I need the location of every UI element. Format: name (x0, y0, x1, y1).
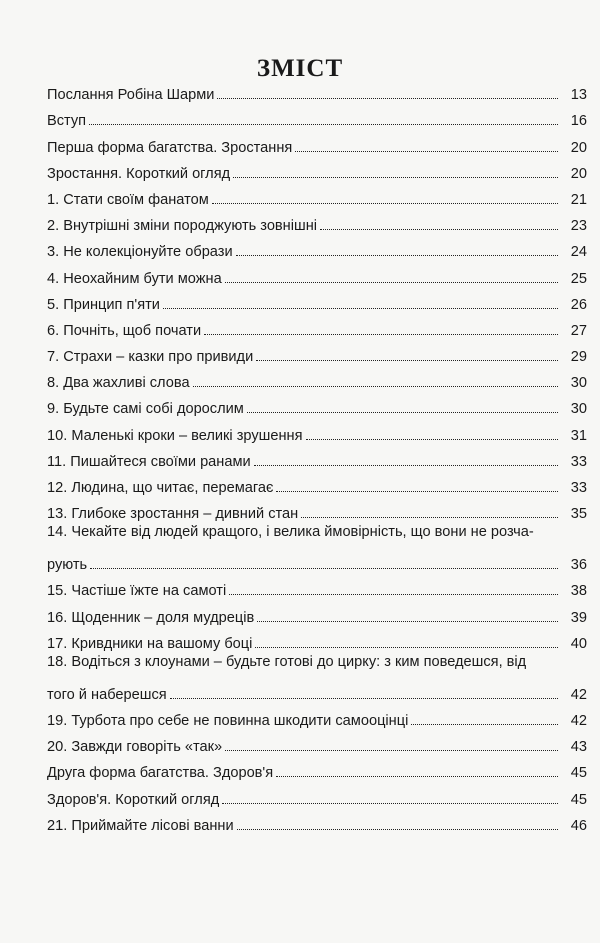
toc-entry-row (47, 219, 587, 233)
toc-entry-page-number: 29 (570, 349, 587, 366)
toc-entry-page-number: 42 (570, 686, 587, 703)
toc-entry-row (47, 584, 587, 598)
page-title: ЗМІСТ (256, 55, 344, 82)
toc-entry (47, 342, 587, 368)
toc-entry-title: 19. Турбота про себе не повинна шкодити самооцінці (47, 712, 409, 729)
toc-entry-row (47, 88, 587, 102)
toc-entry-row (47, 766, 587, 780)
toc-entry-title: 12. Людина, що читає, перемагає (47, 480, 274, 496)
dot-leader (89, 124, 558, 125)
dot-leader (204, 334, 558, 335)
toc-entry (47, 132, 587, 158)
dot-leader (306, 439, 559, 440)
toc-entry-row (47, 507, 587, 521)
toc-entry-row (47, 793, 587, 807)
dot-leader (255, 647, 558, 648)
toc-entry-row (47, 637, 587, 651)
toc-entry (47, 655, 587, 706)
toc-entry-title: Вступ (47, 113, 87, 130)
toc-entry-title: 10. Маленькі кроки – великі зрушення (47, 427, 303, 444)
toc-entry-page-number: 20 (570, 139, 587, 156)
toc-entry-title: 4. Неохайним бути можна (47, 270, 222, 287)
dot-leader (170, 698, 558, 699)
dot-leader (229, 594, 558, 595)
toc-entry-title: 2. Внутрішні зміни породжують зовнішні (47, 218, 317, 235)
toc-entry-row (47, 688, 587, 702)
toc-entry-row (47, 350, 587, 364)
toc-entry (47, 473, 587, 499)
toc-entry (47, 80, 587, 106)
dot-leader (256, 360, 558, 361)
dot-leader (236, 255, 558, 256)
toc-entry-row (47, 402, 587, 416)
toc-entry-row (47, 819, 587, 833)
toc-entry-page-number: 24 (570, 244, 587, 261)
toc-entry (47, 499, 587, 525)
dot-leader (212, 203, 558, 204)
toc-entry (47, 159, 587, 185)
toc-entry-page-number: 27 (570, 322, 587, 339)
toc-entry (47, 368, 587, 394)
toc-entry-page-number: 38 (570, 583, 587, 600)
toc-entry-title: того й наберешся (47, 686, 167, 703)
dot-leader (276, 491, 558, 492)
toc-entry (47, 237, 587, 263)
toc-entry-page-number: 23 (570, 218, 587, 235)
toc-entry-row (47, 429, 587, 443)
toc-entry-page-number: 13 (570, 87, 587, 104)
dot-leader (295, 151, 558, 152)
toc-entry (47, 290, 587, 316)
toc-entry (47, 602, 587, 628)
toc-entry-page-number: 36 (570, 557, 587, 574)
toc-entry-title: Перша форма багатства. Зростання (47, 139, 293, 156)
toc-entry-row (47, 455, 587, 469)
toc-entry-page-number: 31 (570, 427, 587, 444)
dot-leader (90, 568, 558, 569)
dot-leader (163, 308, 558, 309)
toc-entry-title: 7. Страхи – казки про привиди (47, 349, 254, 366)
toc-entry-page-number: 35 (570, 506, 587, 523)
toc-entry-title: 1. Стати своїм фанатом (47, 191, 209, 208)
toc-entry-row (47, 324, 587, 338)
toc-entry (47, 811, 587, 837)
toc-entry-page-number: 43 (570, 739, 587, 756)
dot-leader (225, 282, 558, 283)
toc-entry-page-number: 45 (570, 765, 587, 782)
toc-entry-title: Зростання. Короткий огляд (47, 165, 231, 182)
dot-leader (301, 517, 558, 518)
toc-entry-page-number: 21 (570, 191, 587, 208)
toc-entry (47, 316, 587, 342)
toc-entry-title: 15. Частіше їжте на самоті (47, 583, 227, 600)
toc-entry-title: 21. Приймайте лісові ванни (47, 817, 234, 834)
toc-entry (47, 758, 587, 784)
toc-entry-row (47, 740, 587, 754)
toc-entry (47, 263, 587, 289)
toc-entry (47, 447, 587, 473)
toc-entry-title: 5. Принцип п'яти (47, 296, 160, 313)
toc-entry-title: 6. Почніть, щоб почати (47, 322, 202, 339)
dot-leader (411, 724, 558, 725)
toc-entry (47, 629, 587, 655)
toc-entry-page-number: 25 (570, 270, 587, 287)
dot-leader (233, 177, 558, 178)
toc-entry-title: рують (47, 557, 88, 574)
dot-leader (254, 465, 558, 466)
toc-entry-page-number: 30 (570, 375, 587, 392)
toc-entry-page-number: 42 (570, 712, 587, 729)
toc-entry-title: 11. Пишайтеся своїми ранами (47, 453, 251, 470)
toc-entry-page-number: 45 (570, 791, 587, 808)
toc-entry (47, 576, 587, 602)
dot-leader (237, 829, 558, 830)
toc-entry-row (47, 167, 587, 181)
dot-leader (320, 229, 558, 230)
toc-entry (47, 394, 587, 420)
toc-entry-page-number: 46 (570, 817, 587, 834)
toc-entry-row (47, 558, 587, 572)
table-of-contents (47, 80, 587, 837)
toc-entry-title: 13. Глибоке зростання – дивний стан (47, 506, 299, 523)
toc-entry-row (47, 193, 587, 207)
toc-entry-title-line1: 14. Чекайте від людей кращого, і велика ймовірність, що вони не розча- (47, 524, 534, 541)
toc-entry-page-number: 39 (570, 609, 587, 626)
dot-leader (247, 412, 558, 413)
toc-entry (47, 525, 587, 576)
toc-entry-title: 9. Будьте самі собі дорослим (47, 401, 244, 418)
toc-entry-title: 20. Завжди говоріть «так» (47, 739, 223, 756)
toc-entry-title: Друга форма багатства. Здоров'я (47, 765, 274, 782)
dot-leader (257, 621, 558, 622)
toc-entry-page-number: 33 (570, 480, 587, 496)
toc-entry-title-line1: 18. Водіться з клоунами – будьте готові до цирку: з ким поведешся, від (47, 653, 527, 670)
toc-entry-row (47, 298, 587, 312)
toc-entry-title: 3. Не колекціонуйте образи (47, 244, 233, 261)
toc-entry-title: 8. Два жахливі слова (47, 375, 190, 392)
toc-entry-row (47, 272, 587, 286)
toc-entry-row (47, 245, 587, 259)
toc-entry-row (47, 114, 587, 128)
toc-entry-title: 16. Щоденник – доля мудреців (47, 609, 255, 626)
toc-entry (47, 706, 587, 732)
toc-entry-page-number: 40 (570, 635, 587, 652)
toc-entry-title: Послання Робіна Шарми (47, 87, 215, 104)
toc-entry (47, 420, 587, 446)
toc-entry-row (47, 481, 587, 495)
toc-entry-title: 17. Кривдники на вашому боці (47, 635, 253, 652)
toc-entry (47, 185, 587, 211)
toc-entry-row (47, 141, 587, 155)
toc-entry-page-number: 26 (570, 296, 587, 313)
dot-leader (222, 803, 558, 804)
toc-entry-row (47, 376, 587, 390)
toc-entry (47, 732, 587, 758)
toc-entry-page-number: 30 (570, 401, 587, 418)
toc-entry-row (47, 714, 587, 728)
toc-entry-page-number: 20 (570, 165, 587, 182)
dot-leader (225, 750, 558, 751)
toc-entry (47, 211, 587, 237)
toc-entry-page-number: 33 (570, 453, 587, 470)
toc-entry-title: Здоров'я. Короткий огляд (47, 791, 220, 808)
dot-leader (217, 98, 558, 99)
dot-leader (193, 386, 558, 387)
toc-entry-page-number: 16 (570, 113, 587, 130)
toc-entry (47, 106, 587, 132)
toc-entry (47, 784, 587, 810)
toc-entry-row (47, 611, 587, 625)
dot-leader (276, 776, 558, 777)
